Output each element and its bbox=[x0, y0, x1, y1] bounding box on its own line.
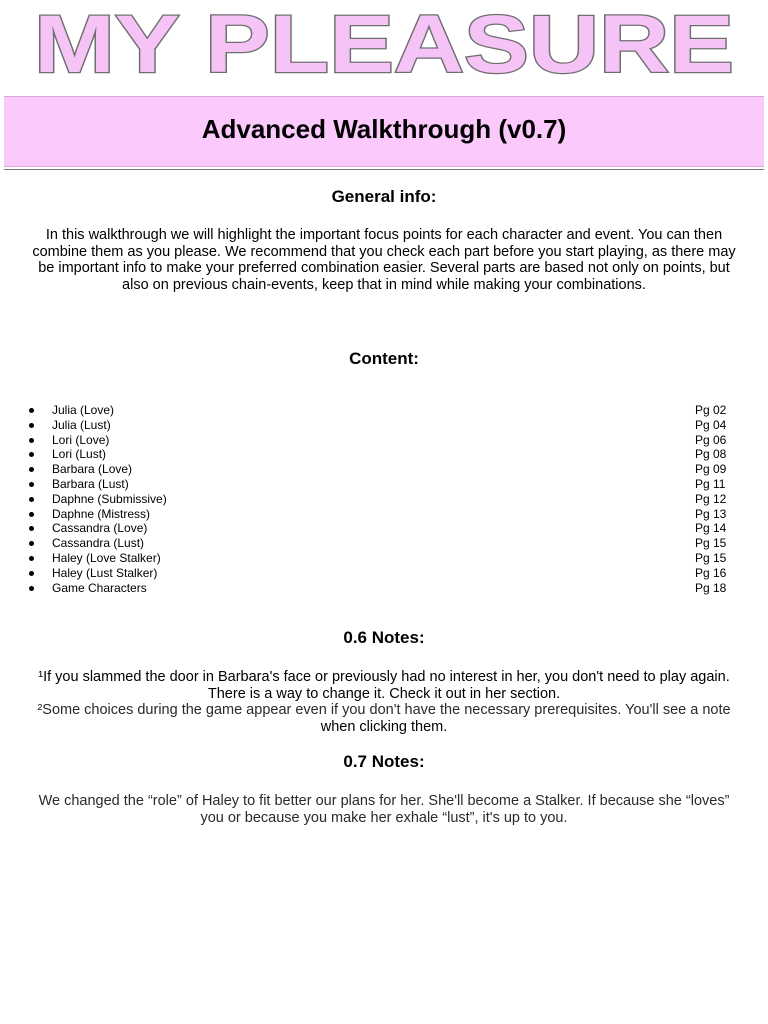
bullet-icon bbox=[29, 512, 34, 517]
logo-text: MY PLEASURE bbox=[34, 0, 734, 88]
toc-label: Lori (Love) bbox=[52, 432, 110, 447]
note-line: you or because you make her exhale “lust”, it's up to you. bbox=[200, 809, 568, 826]
list-item[interactable] bbox=[0, 403, 768, 418]
toc-page: Pg 18 bbox=[695, 580, 727, 595]
toc-page: Pg 15 bbox=[695, 536, 727, 551]
page-title: Advanced Walkthrough (v0.7) bbox=[201, 114, 567, 144]
title-band bbox=[4, 96, 764, 167]
note-line: ²Some choices during the game appear even if you don't have the necessary prerequisites. You'll see a note bbox=[37, 702, 731, 718]
bullet-icon bbox=[29, 497, 34, 502]
toc-label: Daphne (Submissive) bbox=[52, 491, 167, 506]
bullet-icon bbox=[29, 438, 34, 443]
toc-page: Pg 02 bbox=[695, 403, 727, 417]
general-info-line: combine them as you please. We recommend that you check each part before you start playing, as there may bbox=[32, 243, 736, 260]
bullet-icon bbox=[29, 482, 34, 487]
general-info-heading: General info: bbox=[331, 187, 437, 206]
toc-page: Pg 12 bbox=[695, 491, 727, 506]
toc-label: Lori (Lust) bbox=[52, 447, 107, 462]
toc-page: Pg 13 bbox=[695, 506, 727, 521]
divider bbox=[4, 169, 764, 170]
list-item[interactable] bbox=[0, 507, 768, 522]
toc-label: Barbara (Love) bbox=[52, 462, 133, 477]
toc-page: Pg 15 bbox=[695, 550, 727, 565]
list-item[interactable] bbox=[0, 551, 768, 566]
bullet-icon bbox=[29, 541, 34, 546]
list-item[interactable] bbox=[0, 581, 768, 596]
toc-label: Julia (Love) bbox=[52, 403, 115, 417]
toc-page: Pg 08 bbox=[695, 447, 727, 462]
toc-page: Pg 06 bbox=[695, 432, 727, 447]
table-of-contents bbox=[0, 403, 768, 595]
logo-graphic bbox=[0, 0, 768, 88]
toc-label: Game Characters bbox=[52, 580, 147, 595]
toc-page: Pg 04 bbox=[695, 417, 727, 432]
toc-label: Barbara (Lust) bbox=[52, 476, 129, 491]
list-item[interactable] bbox=[0, 433, 768, 448]
bullet-icon bbox=[29, 467, 34, 472]
toc-page: Pg 16 bbox=[695, 565, 727, 580]
list-item[interactable] bbox=[0, 536, 768, 551]
toc-label: Haley (Lust Stalker) bbox=[52, 565, 158, 580]
toc-page: Pg 11 bbox=[695, 476, 726, 491]
note-line: when clicking them. bbox=[320, 718, 448, 735]
notes-07-heading: 0.7 Notes: bbox=[343, 752, 425, 771]
toc-page: Pg 14 bbox=[695, 521, 727, 536]
list-item[interactable] bbox=[0, 462, 768, 477]
general-info-line: also on previous chain-events, keep that in mind while making your combinations. bbox=[122, 276, 646, 293]
general-info-line: be important info to make your preferred combination easier. Several parts are based not only on points, but bbox=[38, 260, 730, 276]
list-item[interactable] bbox=[0, 447, 768, 462]
note-line: There is a way to change it. Check it out in her section. bbox=[207, 685, 561, 702]
toc-label: Cassandra (Lust) bbox=[52, 536, 145, 551]
general-info-paragraph bbox=[6, 227, 762, 293]
list-item[interactable] bbox=[0, 566, 768, 581]
content-heading: Content: bbox=[349, 349, 419, 368]
logo bbox=[0, 0, 768, 88]
bullet-icon bbox=[29, 408, 34, 413]
toc-label: Julia (Lust) bbox=[52, 417, 111, 432]
notes-06-heading: 0.6 Notes: bbox=[343, 628, 425, 647]
list-item[interactable] bbox=[0, 492, 768, 507]
bullet-icon bbox=[29, 556, 34, 561]
toc-label: Cassandra (Love) bbox=[52, 521, 148, 536]
note-line: We changed the “role” of Haley to fit better our plans for her. She'll become a Stalker. If because she “loves” bbox=[38, 793, 730, 809]
toc-page: Pg 09 bbox=[695, 462, 727, 477]
note-line: ¹If you slammed the door in Barbara's face or previously had no interest in her, you don't need to play again. bbox=[38, 669, 730, 685]
notes-07-paragraph bbox=[6, 793, 762, 826]
bullet-icon bbox=[29, 423, 34, 428]
list-item[interactable] bbox=[0, 477, 768, 492]
toc-label: Haley (Love Stalker) bbox=[52, 550, 161, 565]
notes-06-note-1 bbox=[6, 669, 762, 735]
bullet-icon bbox=[29, 526, 34, 531]
general-info-line: In this walkthrough we will highlight the important focus points for each character and event. You can then bbox=[45, 227, 723, 243]
list-item[interactable] bbox=[0, 418, 768, 433]
bullet-icon bbox=[29, 586, 34, 591]
toc-label: Daphne (Mistress) bbox=[52, 506, 151, 521]
bullet-icon bbox=[29, 452, 34, 457]
bullet-icon bbox=[29, 571, 34, 576]
list-item[interactable] bbox=[0, 521, 768, 536]
